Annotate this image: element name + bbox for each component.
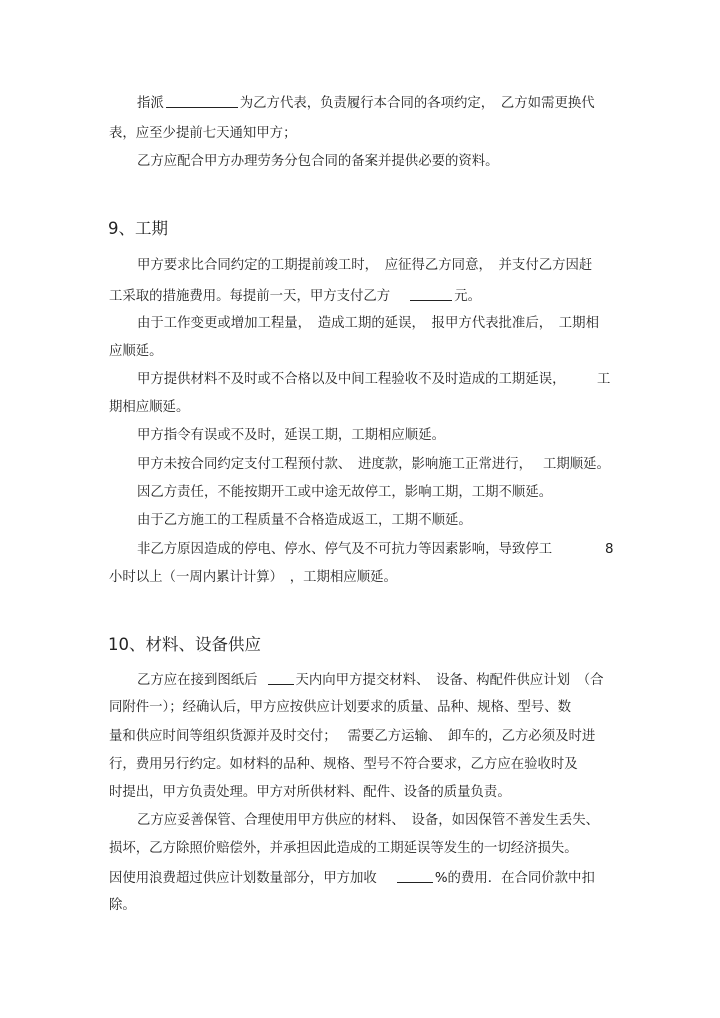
text-line: 除。	[109, 898, 136, 913]
text-line: 工	[597, 372, 611, 387]
text-line: 由于乙方施工的工程质量不合格造成返工，工期不顺延。	[137, 513, 472, 528]
section-heading-9: 9、工期	[108, 219, 168, 238]
text: %的费用．在合同价款中扣	[434, 871, 595, 886]
text: 工采取的措施费用。每提前一天，甲方支付乙方	[109, 289, 391, 304]
text-line	[137, 671, 604, 690]
text: 指派	[137, 96, 164, 111]
text: 天内向甲方提交材料、 设备、构配件供应计划 （合	[295, 673, 604, 688]
text-line: 时提出，甲方负责处理。甲方对所供材料、配件、设备的质量负责。	[109, 785, 511, 800]
text-line: 损坏，乙方除照价赔偿外，并承担因此造成的工期延误等发生的一切经济损失。	[109, 841, 578, 856]
blank-field	[397, 869, 433, 883]
text: 元。	[454, 289, 481, 304]
blank-field	[268, 671, 294, 685]
text-line: 甲方提供材料不及时或不合格以及中间工程验收不及时造成的工期延误，	[137, 372, 566, 387]
text-line: 甲方要求比合同约定的工期提前竣工时， 应征得乙方同意， 并支付乙方因赶	[137, 258, 593, 273]
blank-field	[166, 94, 238, 108]
text-line: 甲方未按合同约定支付工程预付款、 进度款，影响施工正常进行，	[137, 457, 533, 472]
text-line: 行，费用另行约定。如材料的品种、规格、型号不符合要求，乙方应在验收时及	[109, 757, 578, 772]
text-line: 期相应顺延。	[109, 400, 190, 415]
text-line: 乙方应妥善保管、合理使用甲方供应的材料、 设备，如因保管不善发生丢失、	[137, 813, 599, 828]
text-line: 由于工作变更或增加工程量， 造成工期的延误， 报甲方代表批准后， 工期相	[137, 316, 599, 331]
text-line: 因乙方责任，不能按期开工或中途无故停工，影响工期，工期不顺延。	[137, 485, 553, 500]
section-heading-10: 10、材料、设备供应	[108, 635, 261, 654]
text-line	[109, 869, 595, 888]
text-line: 同附件一）；经确认后，甲方应按供应计划要求的质量、品种、规格、型号、数	[109, 700, 571, 715]
text-line: 乙方应配合甲方办理劳务分包合同的备案并提供必要的资料。	[137, 154, 499, 169]
text-line: 应顺延。	[109, 344, 163, 359]
text-line	[109, 287, 481, 306]
text-line: 甲方指令有误或不及时，延误工期，工期相应顺延。	[137, 428, 445, 443]
text: 因使用浪费超过供应计划数量部分，甲方加收	[109, 871, 377, 886]
blank-field	[410, 287, 452, 301]
text-line: 非乙方原因造成的停电、停水、停气及不可抗力等因素影响，导致停工	[137, 542, 553, 557]
paragraph-representative	[137, 94, 595, 113]
text-line: 表，应至少提前七天通知甲方；	[109, 126, 297, 141]
text-line: 工期顺延。	[543, 457, 610, 472]
text-line: 量和供应时间等组织货源并及时交付； 需要乙方运输、 卸车的，乙方必须及时进	[109, 729, 596, 744]
text: 乙方应在接到图纸后	[137, 673, 258, 688]
text-line: 8	[605, 542, 614, 557]
text-line: 小时以上（一周内累计计算） ，工期相应顺延。	[109, 570, 397, 585]
text: 为乙方代表，负责履行本合同的各项约定， 乙方如需更换代	[239, 96, 595, 111]
